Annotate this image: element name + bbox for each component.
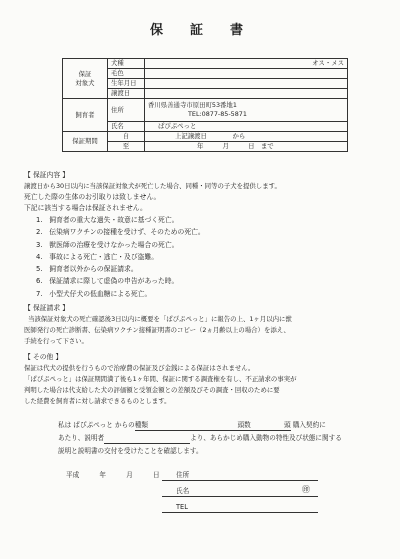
claim-line: 医師発行の死亡診断書、伝染病ワクチン接種証明書のコピー（2ヵ月齢以上の場合）を添え、 [24,326,290,334]
agreement-text-2: より、あらかじめ購入動物の特性及び状態に関する [190,434,342,442]
address-field [145,99,348,122]
address-text: 香川県善通寺市原田町53番地1 [148,101,237,109]
claim-heading: 【 保証請求 】 [24,304,70,312]
birth-field[interactable] [145,79,348,89]
to-value: 年 月 日 まで [145,142,348,152]
kind-label: 犬種 [108,59,145,69]
from-label: 自 [108,132,145,142]
list-item: 2. 伝染病ワクチンの接種を受けず、そのための死亡。 [36,228,205,237]
from-value: 上記譲渡日 から [145,132,348,142]
other-line: した経費を飼育者に対し請求できるものとします。 [24,397,171,405]
agreement-line-3: 説明と説明書の交付を受けたことを確認します。 [58,447,203,455]
transfer-date-label: 譲渡日 [108,89,145,99]
document-title: 保 証 書 [149,23,250,38]
claim-line: 当該保証対象犬の死亡確認後3日以内に概要を「ぱぴぷぺっと」に報告の上、1ヶ月以内に獣 [28,315,292,323]
list-item: 6. 保証請求に際して虚偽の申告があった時。 [36,277,179,286]
content-para-1: 譲渡日から30日以内に当該保証対象犬が死亡した場合、同種・同等の子犬を提供します。 [24,182,281,190]
guarantee-form-table [62,58,348,152]
explainer-label: あたり、説明者 [58,434,105,442]
other-line: 保証は代犬の提供を行うもので治療費の保証及び金銭による保証はされません。 [24,364,255,372]
other-heading: 【 その他 】 [24,353,63,361]
signature-address-label: 住所 [176,471,190,479]
other-line: 判明した場合は代支給した犬の評価額と受領金額との差額及びその調査・回収のために要 [24,386,280,394]
breed-field[interactable] [135,420,215,431]
count-label: 頭数 [237,421,251,429]
explainer-field[interactable] [104,433,190,444]
transfer-date-field[interactable] [145,89,348,99]
breed-label: 種類 [134,421,148,429]
month-label: 月 [126,471,133,479]
content-heading: 【 保証内容 】 [24,171,70,179]
head-unit-label: 頭 [284,421,291,429]
claim-section [24,303,384,347]
name-label: 氏名 [108,122,145,132]
list-item: 3. 獣医師の治療を受けなかった場合の死亡。 [36,240,179,249]
period-group-label: 保証期間 [63,132,108,152]
other-section [24,352,384,407]
content-para-3: 下記に該当する場合は保証されません。 [24,204,147,212]
list-item: 4. 事故による死亡・逃亡・及び盗難。 [36,252,159,261]
name-field [145,122,348,132]
address-label: 住所 [108,99,145,122]
to-label: 至 [108,142,145,152]
tel-text: TEL:0877-85-5871 [188,110,247,118]
guarantee-content-section [24,170,384,300]
signature-name-field[interactable] [162,487,318,497]
kind-field[interactable] [145,59,348,69]
day-label: 日 [153,471,160,479]
name-value: ぱぴぷぺっと [158,122,197,130]
signature-name-label: 氏名 [176,487,190,495]
year-label: 年 [99,471,106,479]
agreement-line-1 [58,420,326,431]
list-item: 1. 飼育者の重大な過失・故意に基づく死亡。 [36,216,179,224]
head-unit-field[interactable] [251,420,291,431]
seal-mark: ㊞ [302,485,310,494]
list-item: 5. 飼育者以外からの保証請求。 [36,265,138,274]
target-dog-group-label: 保証 対象犬 [63,59,108,99]
other-line: 「ぱぴぷぺっと」は保証期間満了後も1ヶ年間、保証に関する調査権を有し、不正請求の事実が [24,375,297,383]
birth-label: 生年月日 [108,79,145,89]
agreement-contract: 購入契約に [292,421,326,429]
signature-tel-field[interactable] [162,503,318,513]
content-para-2: 死亡した際の生体のお引取りは致しません。 [24,193,161,201]
exclusion-list [24,214,384,300]
agreement-intro: 私は ぱぴぷぺっと からの [58,421,135,429]
list-item: 7. 小型犬仔犬の低血糖による死亡。 [36,289,152,298]
sex-option[interactable]: オス・メス [312,59,344,67]
coat-label: 毛色 [108,69,145,79]
claim-line: 手続を行って下さい。 [24,337,88,345]
coat-field[interactable] [145,69,348,79]
signature-tel-label: TEL [176,503,188,511]
signature-date [66,470,160,480]
signature-address-field[interactable] [162,471,318,481]
keeper-group-label: 飼育者 [63,99,108,132]
agreement-line-2 [58,433,342,444]
era-label: 平成 [66,471,80,479]
count-field[interactable] [215,420,251,431]
